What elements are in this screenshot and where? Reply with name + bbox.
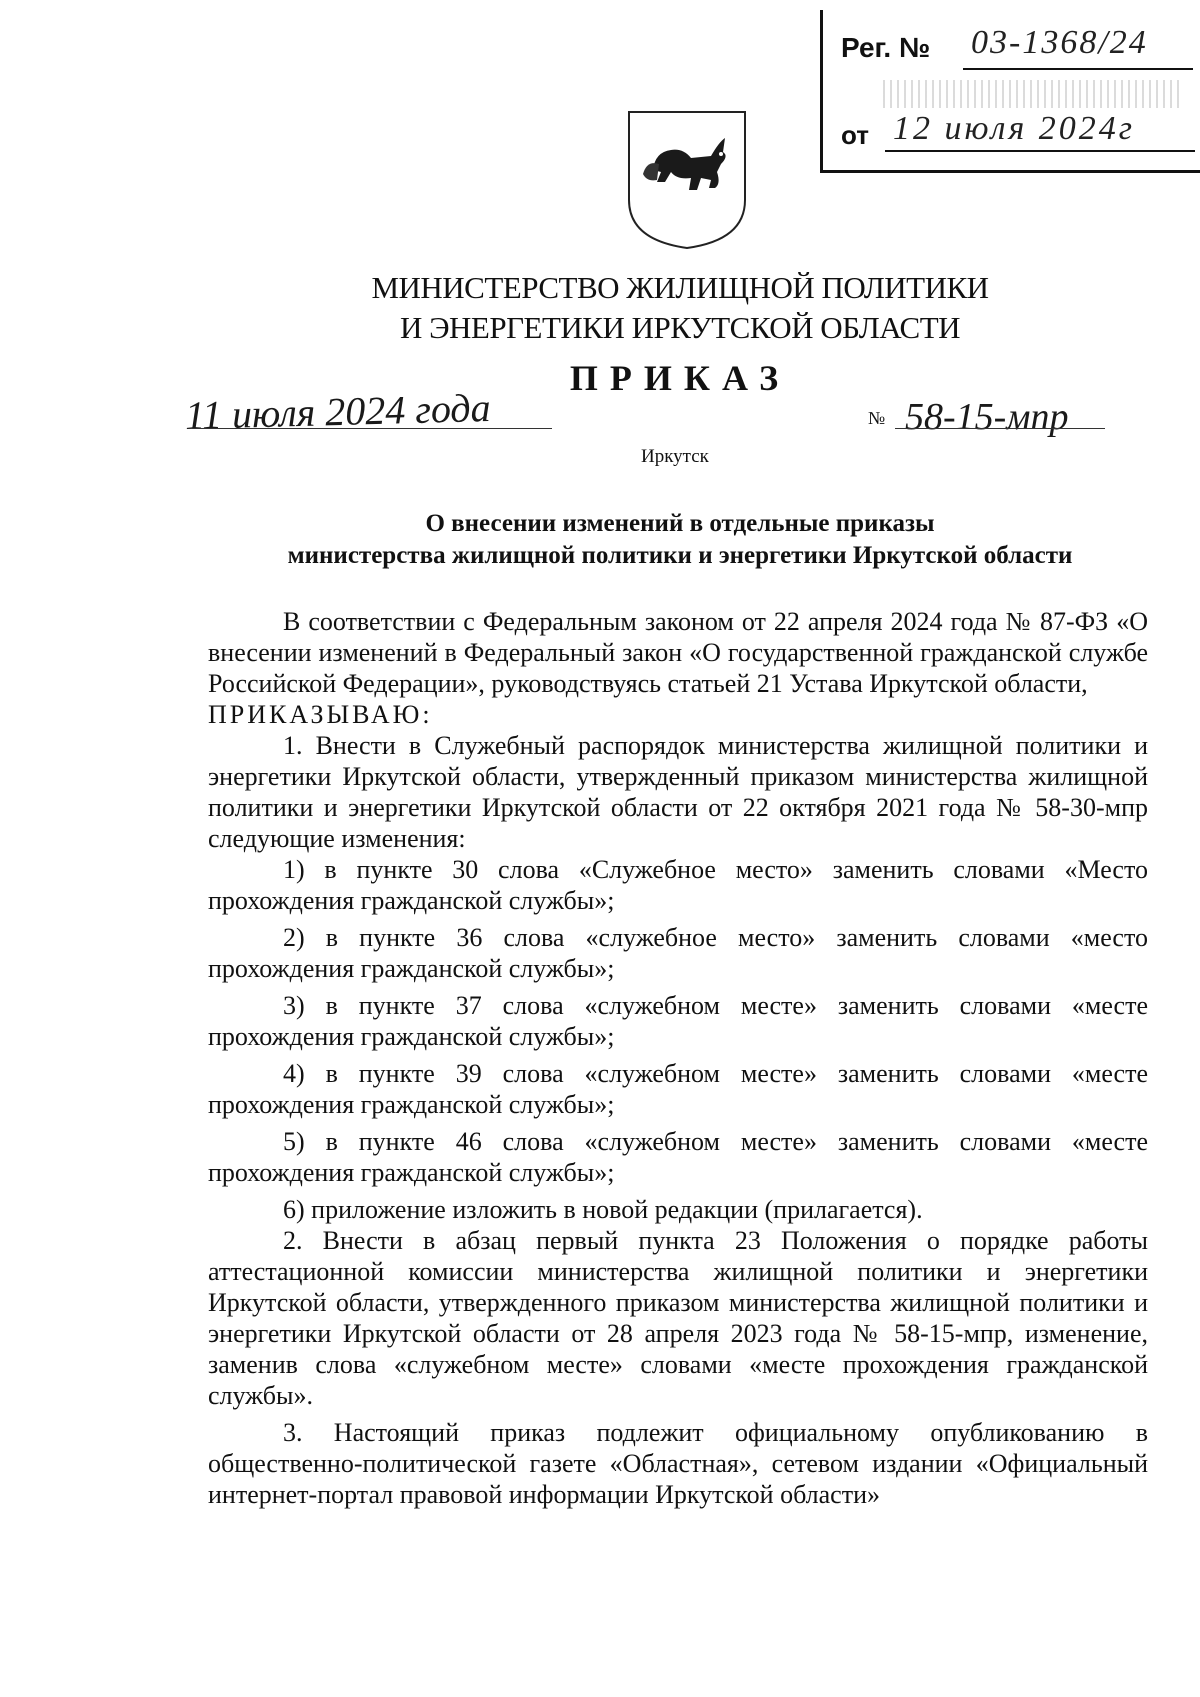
ministry-name-line1: МИНИСТЕРСТВО ЖИЛИЩНОЙ ПОЛИТИКИ	[371, 270, 989, 305]
clause-1-item-5: 5) в пункте 46 слова «служебном месте» заменить словами «месте прохождения гражданской службы»;	[208, 1127, 1148, 1187]
reg-date-underline	[885, 150, 1195, 152]
stamp-smudge	[883, 80, 1183, 108]
clause-1-item-3: 3) в пункте 37 слова «служебном месте» заменить словами «месте прохождения гражданской службы»;	[208, 991, 1148, 1051]
order-number-handwritten: 58-15-мпр	[905, 396, 1069, 438]
reg-number-underline	[963, 68, 1193, 70]
order-number-sign: №	[868, 408, 886, 428]
order-heading-line1: О внесении изменений в отдельные приказы	[425, 510, 935, 537]
clause-1-item-4: 4) в пункте 39 слова «служебном месте» заменить словами «месте прохождения гражданской службы»;	[208, 1059, 1148, 1119]
order-heading-line2: министерства жилищной политики и энергетики Иркутской области	[287, 542, 1073, 569]
reg-date-handwritten: 12 июля 2024г	[893, 110, 1136, 147]
city-name: Иркутск	[641, 446, 709, 467]
clause-1: 1. Внести в Служебный распорядок министерства жилищной политики и энергетики Иркутской области, утвержденный приказом министерства жилищной политики и энергетики Иркутской области от 22 октября 2021 года № 58-30-мпр следующие изменения:	[208, 731, 1148, 853]
reg-number-handwritten: 03-1368/24	[971, 24, 1148, 61]
registration-stamp	[820, 10, 1200, 173]
coat-of-arms-icon	[625, 108, 749, 252]
clause-1-item-2: 2) в пункте 36 слова «служебное место» заменить словами «место прохождения гражданской службы»;	[208, 923, 1148, 983]
document-type-title: ПРИКАЗ	[569, 358, 791, 398]
preamble-paragraph: В соответствии с Федеральным законом от 22 апреля 2024 года № 87-ФЗ «О внесении изменений в Федеральный закон «О государственной гражданской службе Российской Федерации», руководствуясь статьей 21 Устава Иркутской области,	[208, 607, 1148, 698]
reg-number-label: Рег. №	[841, 32, 931, 63]
order-word: ПРИКАЗЫВАЮ:	[208, 700, 433, 729]
clause-2: 2. Внести в абзац первый пункта 23 Положения о порядке работы аттестационной комиссии министерства жилищной политики и энергетики Иркутской области, утвержденного приказом министерства жилищной политики и энергетики Иркутской области от 28 апреля 2023 года № 58-15-мпр, изменение, заменив слова «служебном месте» словами «месте прохождения гражданской службы».	[208, 1226, 1148, 1410]
order-date-handwritten: 11 июля 2024 года	[184, 385, 492, 438]
ministry-name	[300, 268, 1060, 348]
order-heading	[210, 508, 1150, 572]
clause-1-item-6: 6) приложение изложить в новой редакции (прилагается).	[283, 1195, 923, 1224]
ministry-name-line2: И ЭНЕРГЕТИКИ ИРКУТСКОЙ ОБЛАСТИ	[399, 310, 961, 345]
clause-3: 3. Настоящий приказ подлежит официальному опубликованию в общественно-политической газете «Областная», сетевом издании «Официальный интернет-портал правовой информации Иркутской области»	[208, 1418, 1148, 1509]
order-body	[208, 606, 1148, 1510]
order-date-underline	[192, 428, 552, 429]
reg-date-label: от	[841, 120, 869, 150]
order-number-underline	[895, 428, 1105, 429]
clause-1-item-1: 1) в пункте 30 слова «Служебное место» заменить словами «Место прохождения гражданской службы»;	[208, 855, 1148, 915]
